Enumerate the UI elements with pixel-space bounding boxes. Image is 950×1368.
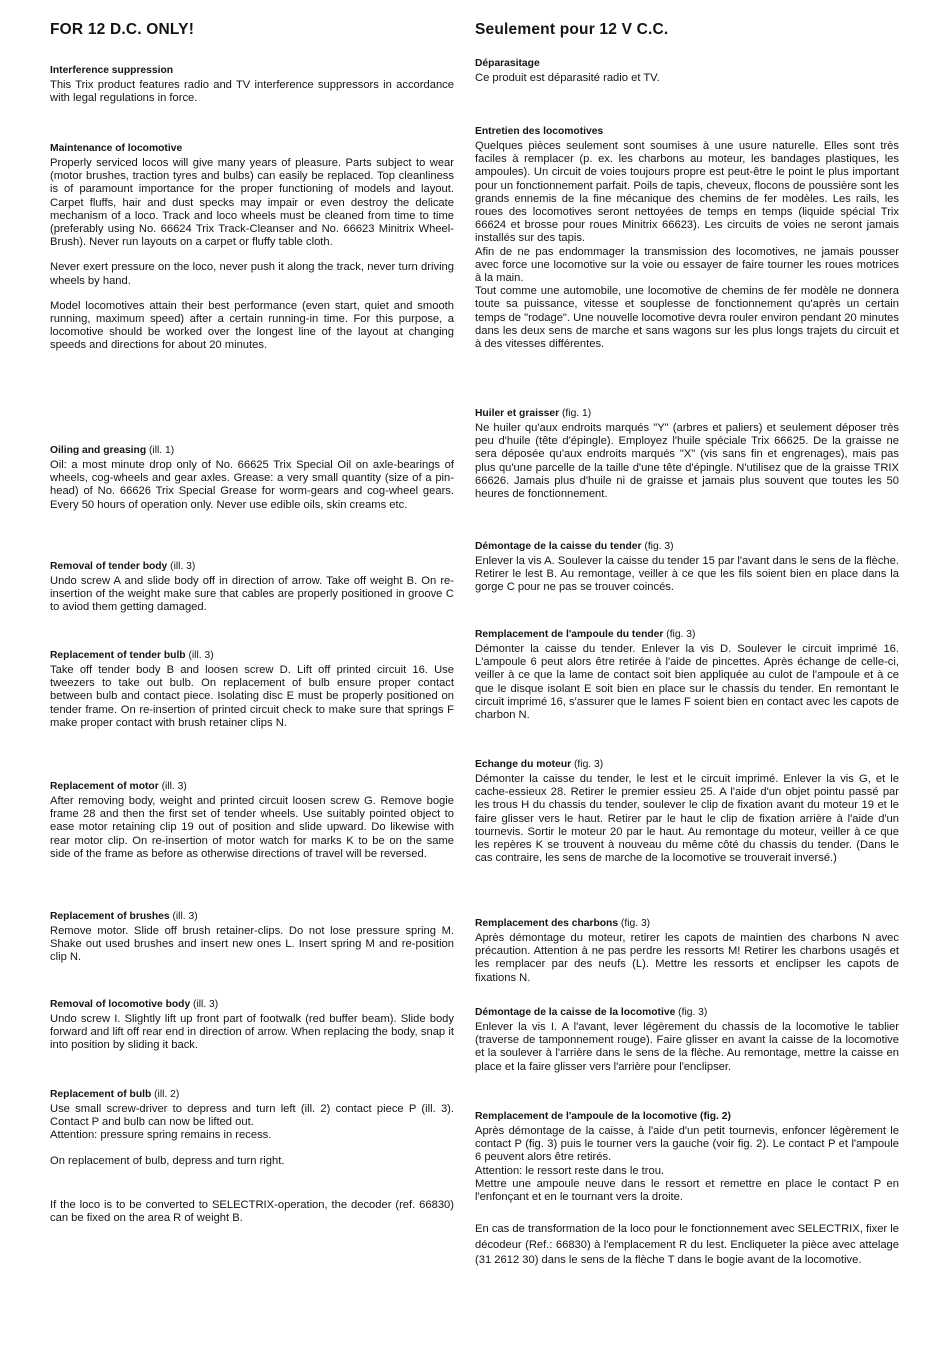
section-replacement-motor [50,781,454,861]
heading-text: Démontage de la caisse du tender [475,541,642,552]
paragraph: Attention: pressure spring remains in recess. [50,1129,272,1142]
section-heading [475,1111,899,1123]
paragraph: This Trix product features radio and TV interference suppressors in accordance with legal regulations in force. [50,79,454,105]
heading-ref: (fig. 3) [663,629,696,640]
heading-text: Removal of tender body [50,561,168,572]
section-replacement-brushes [50,911,454,965]
section-heading [475,541,899,553]
section-replacement-tender-bulb [50,650,454,730]
section-maintenance [50,143,454,353]
heading-ref: (ill. 3) [158,781,187,792]
paragraph: En cas de transformation de la loco pour le fonctionnement avec SELECTRIX, fixer le décodeur (Ref.: 66830) à l'emplacement R du lest. Encliqueter la pièce avec attelage (31 2612 30) dans le sens de la flèche T dans le bogie avant de la locomotive. [475,1223,899,1266]
paragraph: Ne huiler qu'aux endroits marqués "Y" (arbres et paliers) et seulement déposer très peu d'huile (tête d'épingle). Employez l'huile spéciale Trix 66625. De la graisse ne sera déposée qu'aux endroits marqués "X" (vis sans fin et engrenages), mais pas plus qu'une parcelle de la taille d'une tête d'épingle. N'utilisez que de la graisse TRIX 66626. Jamais plus d'huile ni de graisse et jamais plus souvent que toutes les 50 heures de fonctionnement. [475,422,899,501]
paragraph: Tout comme une automobile, une locomotive de chemins de fer modèle ne donnera toute sa puissance, vitesse et souplesse de fonctionnement qu'après un certain temps de "rodage". Une nouvelle locomotive devra rouler environ pendant 20 minutes dans les deux sens de marche et sans wagons sur les plus longs trajets du circuit et à des vitesses différentes. [475,285,899,351]
heading-text: Replacement of bulb [50,1089,152,1100]
section-heading [475,126,899,138]
section-heading [50,781,454,793]
heading-text: Entretien des locomotives [475,126,604,137]
section-removal-locomotive-body [50,999,454,1053]
paragraph: Mettre une ampoule neuve dans le ressort et remettre en place le contact P en l'enfonçant et en le tournant vers la droite. [475,1177,899,1204]
paragraph: Model locomotives attain their best performance (even start, quiet and smooth running, maximum speed) after a certain running-in time. For this purpose, a locomotive should be worked over the longest line of the layout at changing speeds and directions for about 20 minutes. [50,299,454,352]
heading-text: Déparasitage [475,58,540,69]
paragraph: Take off tender body B and loosen screw D. Lift off printed circuit 16. Use tweezers to take out bulb. On replacement of bulb ensure proper contact between bulb and contact piece. Isolating disc E must be properly positioned on tender frame. On re-insertion of printed circuit check to make sure that springs F make proper contact with brush retainer clips N. [50,664,454,729]
section-heading [50,143,454,155]
heading-text: Interference suppression [50,65,174,76]
paragraph: Attention: le ressort reste dans le trou. [475,1164,665,1177]
paragraph: Properly serviced locos will give many years of pleasure. Parts subject to wear (motor brushes, traction tyres and bulbs) can easily be replaced. Top cleanliness is of paramount importance for the proper functioning of models and layout. Carpet fluffs, hair and dust specks may impair or even destroy the delicate mechanism of a loco. Track and loco wheels must be cleaned from time to time (preferably using No. 66624 Trix Track-Cleanser and No. 66623 Minitrix Wheel-Brush). Never run layouts on a carpet or fluffy table cloth. [50,157,454,249]
paragraph: Après démontage de la caisse, à l'aide d'un petit tournevis, enfoncer légèrement le contact P (fig. 3) puis le tourner vers la gauche (voir fig. 2). Le contact P et l'ampoule 6 peuvent alors être retirés. [475,1125,899,1164]
section-heading [475,58,899,70]
heading-ref: (ill. 1) [146,445,175,456]
paragraph: Never exert pressure on the loco, never push it along the track, never turn driving wheels by hand. [50,261,454,287]
section-remplacement-ampoule-locomotive [475,1111,899,1204]
heading-text: Remplacement de l'ampoule du tender [475,629,664,640]
section-selectrix-note [50,1199,454,1225]
section-heading [475,408,899,420]
heading-ref: (fig. 3) [641,541,674,552]
section-heading [475,918,899,930]
section-huiler-graisser [475,408,899,501]
paragraph: Undo screw A and slide body off in direction of arrow. Take off weight B. On re-insertion of the weight make sure that cables are properly positioned in groove C to aviod them getting damaged. [50,575,454,614]
paragraph: Enlever la vis I. A l'avant, lever légèrement du chassis de la locomotive le tablier (traverse de tamponnement rouge). Faire glisser en avant la caisse de la locomotive et la soulever à l'arrière dans le sens de la flèche. Au remontage, mettre la caisse en place et la faire glisser vers l'arrière pour l'enclipser. [475,1021,899,1073]
heading-text: Remplacement de l'ampoule de la locomotive (fig. 2) [475,1111,731,1122]
paragraph: After removing body, weight and printed circuit loosen screw G. Remove bogie frame 28 and then the first set of tender wheels. Use suitably pointed object to ease motor retaining clip 19 out of position and slide upward. Do likewise with rear motor clip. On re-insertion of motor watch for marks K to be on the same side of the frame as before as otherwise directions of travel will be reversed. [50,795,454,860]
paragraph: Après démontage du moteur, retirer les capots de maintien des charbons N avec précaution. Attention à ne pas perdre les ressorts M! Retirer les charbons usagés et les remplacer par des neufs (L). Mettre les ressorts et enclipser les capots de fixations N. [475,932,899,984]
section-heading [50,999,454,1011]
section-heading [50,911,454,923]
section-heading [475,759,899,771]
heading-ref: (ill. 3) [190,999,219,1010]
heading-ref: (fig. 1) [559,408,592,419]
section-heading [50,65,454,77]
heading-text: Oiling and greasing [50,445,147,456]
heading-ref: (fig. 3) [675,1007,708,1018]
section-echange-moteur [475,759,899,865]
heading-text: Removal of locomotive body [50,999,191,1010]
section-heading [50,650,454,662]
paragraph: Use small screw-driver to depress and turn left (ill. 2) contact piece P (ill. 3). Contact P and bulb can now be lifted out. [50,1103,454,1129]
paragraph: Ce produit est déparasité radio et TV. [475,72,660,84]
heading-ref: (ill. 3) [167,561,196,572]
heading-ref: (ill. 3) [185,650,214,661]
section-replacement-bulb [50,1089,454,1168]
section-heading [50,561,454,573]
paragraph: Oil: a most minute drop only of No. 66625 Trix Special Oil on axle-bearings of wheels, cog-wheels and gear axles. Grease: a very small quantity (size of a pin-head) of No. 66626 Trix Special Grease for worm-gears and cog-wheel gears. Every 50 hours of operation only. Never use edible oils, skin creams etc. [50,459,454,511]
paragraph: Undo screw I. Slightly lift up front part of footwalk (red buffer beam). Slide body forward and lift off rear end in direction of arrow. When replacing the body, snap it into position by sliding it back. [50,1013,454,1052]
paragraph: Démonter la caisse du tender. Enlever la vis D. Soulever le circuit imprimé 16. L'ampoule 6 peut alors être retirée à l'aide de pincettes. Après échange de celle-ci, veiller à ce que la lame de contact soit bien appliquée au culot de l'ampoule et à ce que le disque isolant E soit bien en place sur le chassis du tender. En remontant le circuit imprimé 16, s'assurer que le lames F soient bien en contact avec les capots de charbon N. [475,643,899,722]
section-deparasitage [475,58,899,85]
heading-text: Replacement of motor [50,781,159,792]
paragraph: Démonter la caisse du tender, le lest et le circuit imprimé. Enlever la vis G, et le cache-essieux 28. Retirer le premier essieu 25. A l'aide d'un objet pointu passé par les trous H du chassis du tender, soulever le clip de fixation avant du moteur 19 et le faire glisser vers le haut. Retirer par le haut le clip de fixation arrière à l'aide d'un tournevis. Sortir le moteur 20 par le haut. Au remontage du moteur, veiller à ce que les repères K se trouvent à nouveau du même côté du chassis du tender. (Dans le cas contraire, les sens de marche de la locomotive se trouverait inversé.) [475,773,899,865]
heading-text: Démontage de la caisse de la locomotive [475,1007,676,1018]
section-entretien [475,126,899,351]
heading-text: Huiler et graisser [475,408,560,419]
heading-ref: (fig. 3) [618,918,651,929]
section-heading [475,629,899,641]
heading-ref: (fig. 3) [571,759,604,770]
section-remplacement-ampoule-tender [475,629,899,722]
heading-text: Replacement of brushes [50,911,170,922]
paragraph: On replacement of bulb, depress and turn right. [50,1154,285,1167]
french-title: Seulement pour 12 V C.C. [475,21,669,38]
paragraph: If the loco is to be converted to SELECTRIX-operation, the decoder (ref. 66830) can be fixed on the area R of weight B. [50,1199,454,1225]
paragraph: Remove motor. Slide off brush retainer-clips. Do not lose pressure spring M. Shake out used brushes and insert new ones L. Insert spring M and re-position clip N. [50,925,454,964]
heading-ref: (ill. 3) [169,911,198,922]
section-heading [50,1089,454,1101]
heading-text: Echange du moteur [475,759,572,770]
heading-text: Maintenance of locomotive [50,143,183,154]
section-removal-tender-body [50,561,454,615]
heading-text: Replacement of tender bulb [50,650,186,661]
section-selectrix-note-fr [475,1222,899,1269]
paragraph: Enlever la vis A. Soulever la caisse du tender 15 par l'avant dans le sens de la flèche. Retirer le lest B. Au remontage, veiller à ce que les fils soient bien en place dans la gorge C pour ne pas se trouver coincés. [475,555,899,594]
paragraph: Afin de ne pas endommager la transmission des locomotives, ne jamais pousser avec force une locomotive sur la voie ou essayer de faire tourner les roues motrices à la main. [475,245,899,285]
section-heading [475,1007,899,1019]
section-remplacement-charbons [475,918,899,985]
heading-text: Remplacement des charbons [475,918,619,929]
paragraph: Quelques pièces seulement sont soumises à une usure naturelle. Elles sont très faciles à remplacer (p. ex. les charbons au moteur, les bandages plastiques, les ampoules). Un circuit de voies toujours propre est peut-être le point le plus important pour un fonctionnement parfait. Poils de tapis, cheveux, flocons de poussière sont les grands ennemis de la fine mécanique des chemins de fer modèles. Les rails, les roues des locomotives seront nettoyées de temps en temps (liquide spécial Trix 66624 et brosse pour roues Minitrix 66623). Les circuits de voies ne seront jamais installés sur des tapis. [475,140,899,245]
section-demontage-caisse-tender [475,541,899,595]
section-heading [50,445,454,457]
section-interference-suppression [50,65,454,105]
english-title: FOR 12 D.C. ONLY! [50,21,195,38]
heading-ref: (ill. 2) [151,1089,180,1100]
section-demontage-caisse-locomotive [475,1007,899,1074]
section-oiling-greasing [50,445,454,512]
